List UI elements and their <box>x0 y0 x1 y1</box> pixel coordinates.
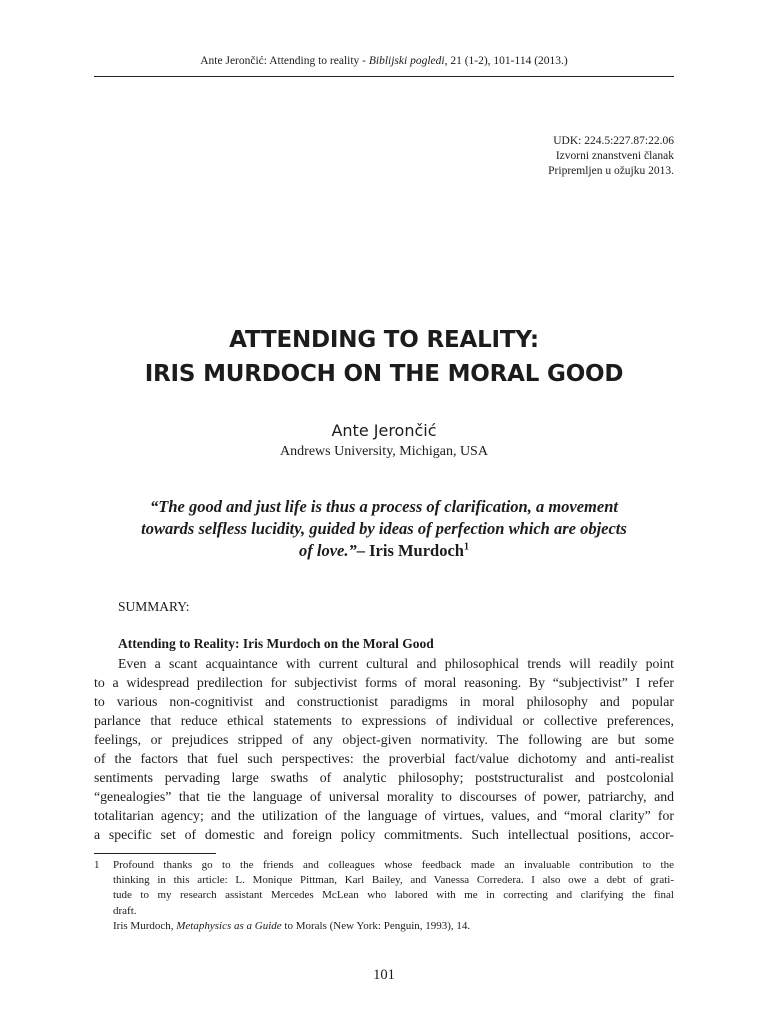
article-type: Izvorni znanstveni članak <box>555 150 674 162</box>
article-meta <box>548 134 674 179</box>
citation-details: to Morals (New York: Penguin, 1993), 14. <box>281 919 471 932</box>
summary-label: SUMMARY: <box>118 599 190 614</box>
footnote-line: thinking in this article: L. Monique Pittman, Karl Bailey, and Vanessa Corredera. I also owe a debt of grati- <box>113 874 674 887</box>
epigraph <box>140 496 628 562</box>
footnote-rule <box>94 853 216 854</box>
author-affiliation: Andrews University, Michigan, USA <box>280 444 488 459</box>
body-line: of the factors that fuel such perspectives: the proverbial fact/value dichotomy and anti-realist <box>94 751 674 766</box>
epigraph-attribution: – Iris Murdoch <box>356 541 464 560</box>
footnote-body <box>113 858 674 934</box>
page-number: 101 <box>373 967 395 983</box>
running-header-author: Ante Jerončić: Attending to reality - <box>200 55 369 67</box>
footnote-marker[interactable]: 1 <box>463 541 469 553</box>
citation-author: Iris Murdoch, <box>113 919 177 932</box>
footnote-line: tude to my research assistant Mercedes McLean who labored with me in correcting and clarifying the final <box>113 889 674 902</box>
body-line: feelings, or prejudices stripped of any object-given normativity. The following are but some <box>94 732 674 747</box>
running-header-journal: Biblijski pogledi <box>368 55 445 67</box>
body-line: parlance that reduce ethical statements to expressions of individual or collective preferences, <box>94 713 674 728</box>
running-header <box>94 53 674 69</box>
article-title <box>94 323 674 391</box>
footnote-line: Profound thanks go to the friends and colleagues whose feedback made an invaluable contribution to the <box>113 859 674 871</box>
header-rule <box>94 76 674 77</box>
author-name: Ante Jerončić <box>331 421 437 440</box>
footnote-citation <box>113 919 674 934</box>
body-line: totalitarian agency; and the utilization of the language of virtues, values, and “moral clarity” for <box>94 808 674 823</box>
body-line: Even a scant acquaintance with current cultural and philosophical trends will readily point <box>118 656 674 671</box>
udk-code: UDK: 224.5:227.87:22.06 <box>553 135 674 147</box>
body-line: “genealogies” that tie the language of universal morality to discourses of power, patriarchy, and <box>94 789 674 804</box>
body-line: sentiments pervading large swaths of analytic philosophy; poststructuralist and postcolonial <box>94 770 674 785</box>
citation-title: Metaphysics as a Guide <box>176 919 282 932</box>
footnote-1 <box>94 858 674 934</box>
footnote-number: 1 <box>94 859 100 871</box>
prepared-date: Pripremljen u ožujku 2013. <box>548 165 674 177</box>
body-line: to various non-cognitivist and constructionist paradigms in moral philosophy and popular <box>94 694 674 709</box>
running-header-volume: , 21 (1-2), 101-114 (2013.) <box>444 55 568 67</box>
epigraph-quote: “The good and just life is thus a process of clarification, a movement towards selfless lucidity, guided by ideas of perfection which are objects of love.” <box>141 497 627 560</box>
summary-heading: Attending to Reality: Iris Murdoch on the Moral Good <box>118 636 434 651</box>
title-line-2: IRIS MURDOCH ON THE MORAL GOOD <box>144 361 624 387</box>
footnote-line: draft. <box>113 904 137 917</box>
title-line-1: ATTENDING TO REALITY: <box>229 327 539 353</box>
body-line: to a widespread predilection for subjectivist forms of moral reasoning. By “subjectivist” I refer <box>94 675 674 690</box>
body-line: a specific set of domestic and foreign policy commitments. Such intellectual positions, accor- <box>94 827 674 842</box>
